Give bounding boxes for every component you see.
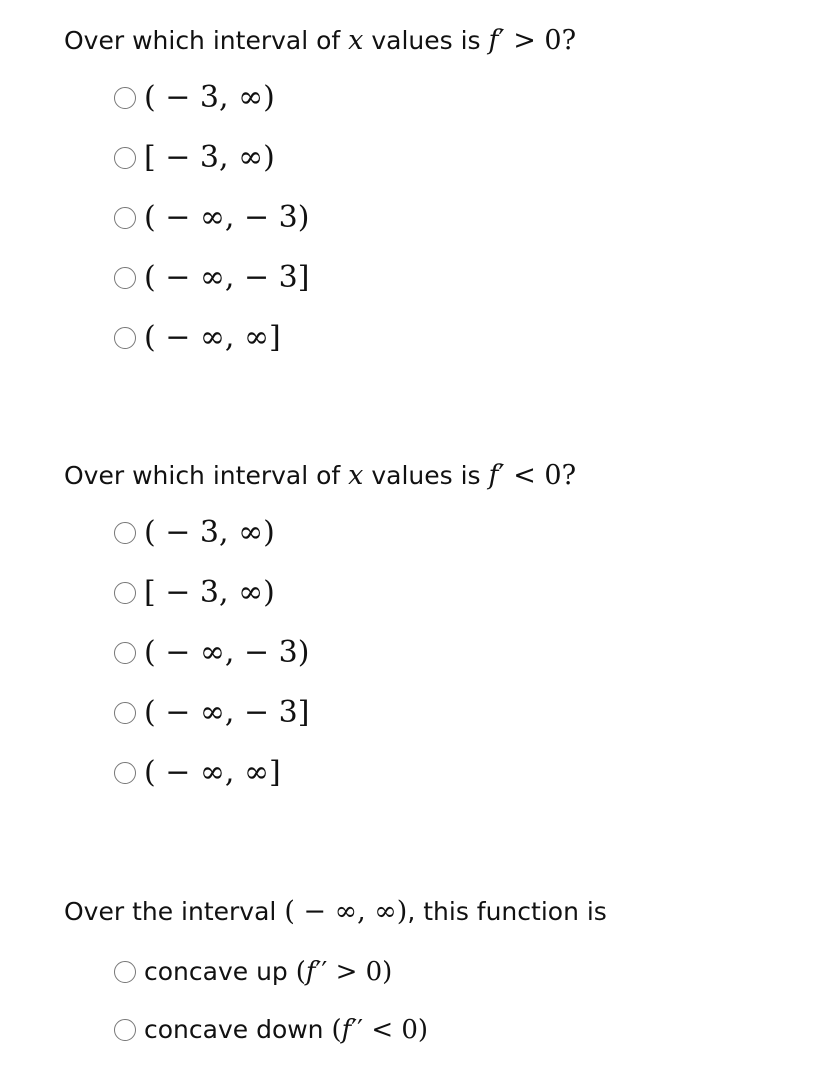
question-prompt [64,24,576,58]
option-label: ( − ∞, − 3] [144,695,310,730]
question-concavity [64,895,607,1059]
prompt-condition: ′ < 0? [498,460,577,491]
radio-button-icon[interactable] [114,87,136,109]
answer-option[interactable] [114,683,576,743]
option-text: concave up [144,957,296,986]
prompt-function: f [488,460,499,491]
prompt-variable: x [348,460,364,491]
option-label [144,1013,428,1047]
radio-button-icon[interactable] [114,582,136,604]
radio-button-icon[interactable] [114,327,136,349]
radio-button-icon[interactable] [114,961,136,983]
option-label: [ − 3, ∞) [144,140,275,175]
option-label: ( − ∞, − 3) [144,635,310,670]
radio-button-icon[interactable] [114,1019,136,1041]
answer-options [114,68,576,368]
answer-option-concave-down[interactable] [114,1001,607,1059]
question-prompt [64,895,607,929]
radio-button-icon[interactable] [114,642,136,664]
option-label [144,955,392,989]
prompt-variable: x [348,25,364,56]
prompt-interval: ( − ∞, ∞) [284,896,408,927]
option-math: ′′ < 0) [351,1015,429,1045]
option-math: ( [331,1015,342,1045]
prompt-text: , this function is [407,897,607,926]
radio-button-icon[interactable] [114,762,136,784]
prompt-text: Over which interval of [64,26,349,55]
option-label: [ − 3, ∞) [144,575,275,610]
radio-button-icon[interactable] [114,267,136,289]
answer-option[interactable] [114,623,576,683]
answer-options [114,503,576,803]
answer-option[interactable] [114,308,576,368]
answer-options [114,943,607,1059]
answer-option-concave-up[interactable] [114,943,607,1001]
radio-button-icon[interactable] [114,522,136,544]
answer-option[interactable] [114,68,576,128]
answer-option[interactable] [114,563,576,623]
prompt-text: Over the interval [64,897,285,926]
prompt-text: values is [363,26,489,55]
option-function: f [341,1015,352,1045]
option-math: ( [295,957,306,987]
answer-option[interactable] [114,248,576,308]
prompt-text: values is [363,461,489,490]
question-prompt [64,459,576,493]
option-label: ( − ∞, − 3] [144,260,310,295]
answer-option[interactable] [114,743,576,803]
answer-option[interactable] [114,128,576,188]
answer-option[interactable] [114,188,576,248]
radio-button-icon[interactable] [114,207,136,229]
option-label: ( − ∞, ∞] [144,755,281,790]
option-text: concave down [144,1015,332,1044]
option-label: ( − ∞, ∞] [144,320,281,355]
option-label: ( − ∞, − 3) [144,200,310,235]
option-function: f [305,957,316,987]
prompt-function: f [488,25,499,56]
option-label: ( − 3, ∞) [144,515,275,550]
question-f-prime-negative [64,459,576,803]
radio-button-icon[interactable] [114,147,136,169]
option-math: ′′ > 0) [315,957,393,987]
question-f-prime-positive [64,24,576,368]
answer-option[interactable] [114,503,576,563]
prompt-text: Over which interval of [64,461,349,490]
option-label: ( − 3, ∞) [144,80,275,115]
radio-button-icon[interactable] [114,702,136,724]
prompt-condition: ′ > 0? [498,25,577,56]
